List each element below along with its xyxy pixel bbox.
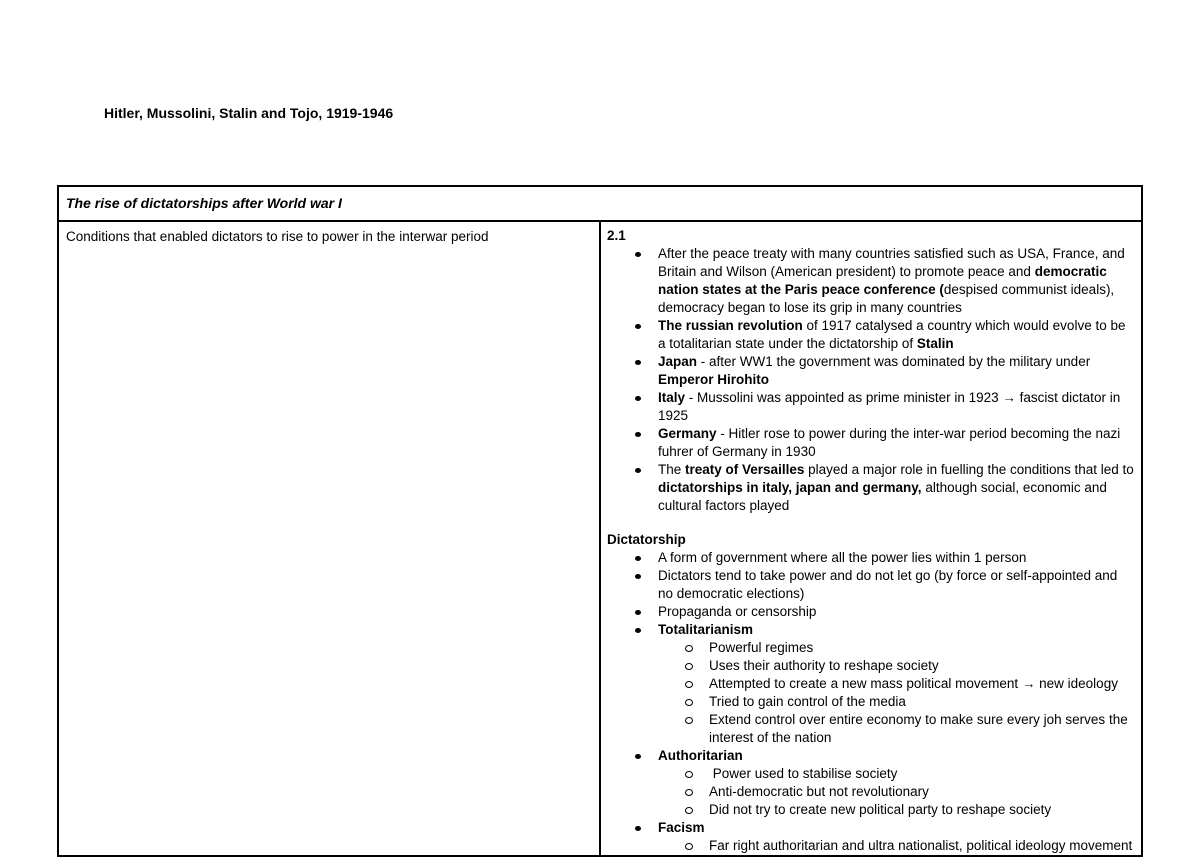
bullet-bold-text: Japan: [658, 354, 698, 369]
sub-list-item: Uses their authority to reshape society: [709, 657, 1135, 675]
bullet-text: - Mussolini was appointed as prime minister in 1923 → fascist dictator in 1925: [658, 390, 1121, 423]
document-title: Hitler, Mussolini, Stalin and Tojo, 1919-1946: [104, 105, 394, 121]
bullet-bold-text: Stalin: [916, 336, 954, 351]
section-heading-dictatorship: Dictatorship: [607, 532, 686, 547]
topic-label: Conditions that enabled dictators to rise to power in the interwar period: [58, 221, 600, 856]
list-item: [658, 461, 1135, 515]
list-item-totalitarianism: [658, 621, 1135, 747]
dictatorship-list: [607, 549, 1135, 855]
bullet-text: The: [658, 462, 686, 477]
bullet-bold-text: treaty of Versailles: [685, 462, 805, 477]
list-item: [658, 389, 1135, 425]
notes-content: [600, 221, 1142, 856]
table-header: The rise of dictatorships after World war I: [58, 186, 1142, 221]
table-body-row: [58, 221, 1142, 856]
sub-list-item: Far right authoritarian and ultra nationalist, political ideology movement: [709, 837, 1135, 855]
list-item: A form of government where all the power lies within 1 person: [658, 549, 1135, 567]
bullet-bold-text: democratic nation states at the Paris peace conference (: [658, 264, 1107, 297]
bullet-text: despised communist ideals), democracy began to lose its grip in many countries: [658, 282, 1115, 315]
sub-list-item: Extend control over entire economy to make sure every joh serves the interest of the nation: [709, 711, 1135, 747]
list-item: [658, 353, 1135, 389]
list-item: Dictators tend to take power and do not let go (by force or self-appointed and no democratic elections): [658, 567, 1135, 603]
authoritarian-sublist: [658, 765, 1135, 819]
bullet-bold-text: Germany: [658, 426, 717, 441]
list-item: Propaganda or censorship: [658, 603, 1135, 621]
notes-table: [57, 185, 1143, 857]
bullet-bold-text: Italy: [658, 390, 686, 405]
sub-list-item: Power used to stabilise society: [709, 765, 1135, 783]
sub-list-item: Attempted to create a new mass political movement → new ideology: [709, 675, 1135, 693]
bullet-text: - after WW1 the government was dominated by the military under: [697, 354, 1091, 369]
table-header-row: [58, 186, 1142, 221]
sub-list-item: Anti-democratic but not revolutionary: [709, 783, 1135, 801]
totalitarianism-sublist: [658, 639, 1135, 747]
list-item: [658, 425, 1135, 461]
sub-list-item: Powerful regimes: [709, 639, 1135, 657]
subheading-authoritarian: Authoritarian: [658, 748, 743, 763]
bullet-bold-text: The russian revolution: [658, 318, 803, 333]
list-item: [658, 317, 1135, 353]
list-item: [658, 245, 1135, 317]
sub-list-item: Tried to gain control of the media: [709, 693, 1135, 711]
facism-sublist: [658, 837, 1135, 855]
section-heading-2-1: 2.1: [607, 228, 626, 243]
list-item-authoritarian: [658, 747, 1135, 819]
subheading-facism: Facism: [658, 820, 705, 835]
bullet-bold-text: dictatorships in italy, japan and germany,: [658, 480, 922, 495]
subheading-totalitarianism: Totalitarianism: [658, 622, 754, 637]
section-2-1-list: [607, 245, 1135, 515]
bullet-text: although social, economic and cultural factors played: [658, 480, 1107, 513]
spacer: [607, 515, 1135, 531]
bullet-text: - Hitler rose to power during the inter-war period becoming the nazi fuhrer of Germany in 1930: [658, 426, 1121, 459]
bullet-bold-text: Emperor Hirohito: [658, 372, 770, 387]
bullet-text: After the peace treaty with many countries satisfied such as USA, France, and Britain and Wilson (American president) to promote peace and: [658, 246, 1125, 279]
bullet-text: played a major role in fuelling the conditions that led to: [804, 462, 1134, 477]
sub-list-item: Did not try to create new political party to reshape society: [709, 801, 1135, 819]
bullet-text: of 1917 catalysed a country which would evolve to be a totalitarian state under the dictatorship of: [658, 318, 1126, 351]
